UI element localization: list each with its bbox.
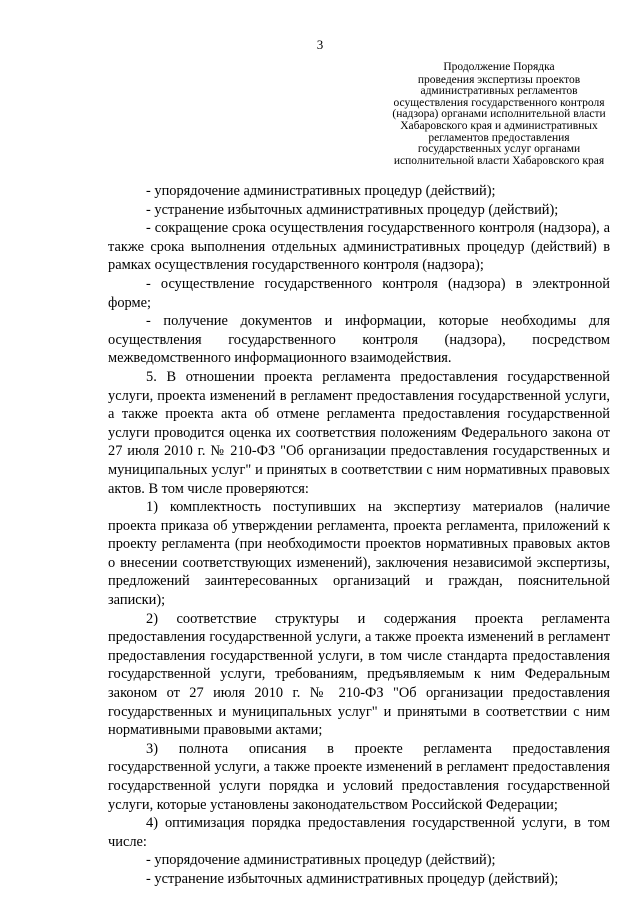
- paragraph: 3) полнота описания в проекте регламента предоставления государственной услуги, а также проекте изменений в регламент предоставления государственной услуги порядка и условий предоставления государственной услуги, которые установлены законодательством Российской Федерации;: [108, 740, 610, 813]
- document-body: [108, 182, 610, 889]
- paragraph: 5. В отношении проекта регламента предоставления государственной услуги, проекта изменений в регламент предоставления государственной услуги, а также проекта акта об отмене регламента предоставления государственной услуги проводится оценка их соответствия положениям Федерального закона от 27 июля 2010 г. № 210-ФЗ "Об организации предоставления государственных и муниципальных услуг" и принятых в соответствии с ним нормативных правовых актов. В том числе проверяются:: [108, 368, 610, 497]
- paragraph: - упорядочение административных процедур (действий);: [146, 183, 496, 199]
- paragraph: - осуществление государственного контроля (надзора) в электронной форме;: [108, 275, 610, 311]
- paragraph: - устранение избыточных административных процедур (действий);: [146, 201, 559, 218]
- paragraph: - устранение избыточных административных процедур (действий);: [146, 870, 559, 887]
- paragraph: - упорядочение административных процедур (действий);: [146, 852, 496, 869]
- header-title: Продолжение Порядка: [443, 61, 555, 73]
- paragraph: 2) соответствие структуры и содержания проекта регламента предоставления государственной услуги, а также проекта изменений в регламент предоставления государственной услуги, в том числе стандарта предоставления государственной услуги, требованиям, предъявляемым к ним Федеральным законом от 27 июля 2010 г. № 210-ФЗ "Об организации предоставления государственных и муниципальных услуг" и принятыми в соответствии с ним нормативными правовыми актами;: [108, 610, 610, 739]
- paragraph: 1) комплектность поступивших на экспертизу материалов (наличие проекта приказа об утверждении регламента, проекта регламента, приложений к проекту регламента (при необходимости проектов нормативных правовых актов о внесении соответствующих изменений), заключения независимой экспертизы, предложений заинтересованных организаций и граждан, пояснительной записки);: [108, 499, 610, 609]
- document-header: [388, 62, 610, 167]
- page-number: 3: [316, 37, 324, 52]
- paragraph: 4) оптимизация порядка предоставления государственной услуги, в том числе:: [108, 815, 610, 850]
- paragraph: - сокращение срока осуществления государственного контроля (надзора), а также срока выполнения отдельных административных процедур (действий) в рамках осуществления государственного контроля (надзора);: [108, 220, 610, 274]
- paragraph: - получение документов и информации, которые необходимы для осуществления государственного контроля (надзора), посредством межведомственного информационного взаимодействия.: [108, 313, 610, 367]
- header-subtitle: проведения экспертизы проектов административных регламентов осуществления государственного контроля (надзора) органами исполнительной власти Хабаровского края и административных регламентов предоставления государственных услуг органами исполнительной власти Хабаровского края: [392, 73, 606, 167]
